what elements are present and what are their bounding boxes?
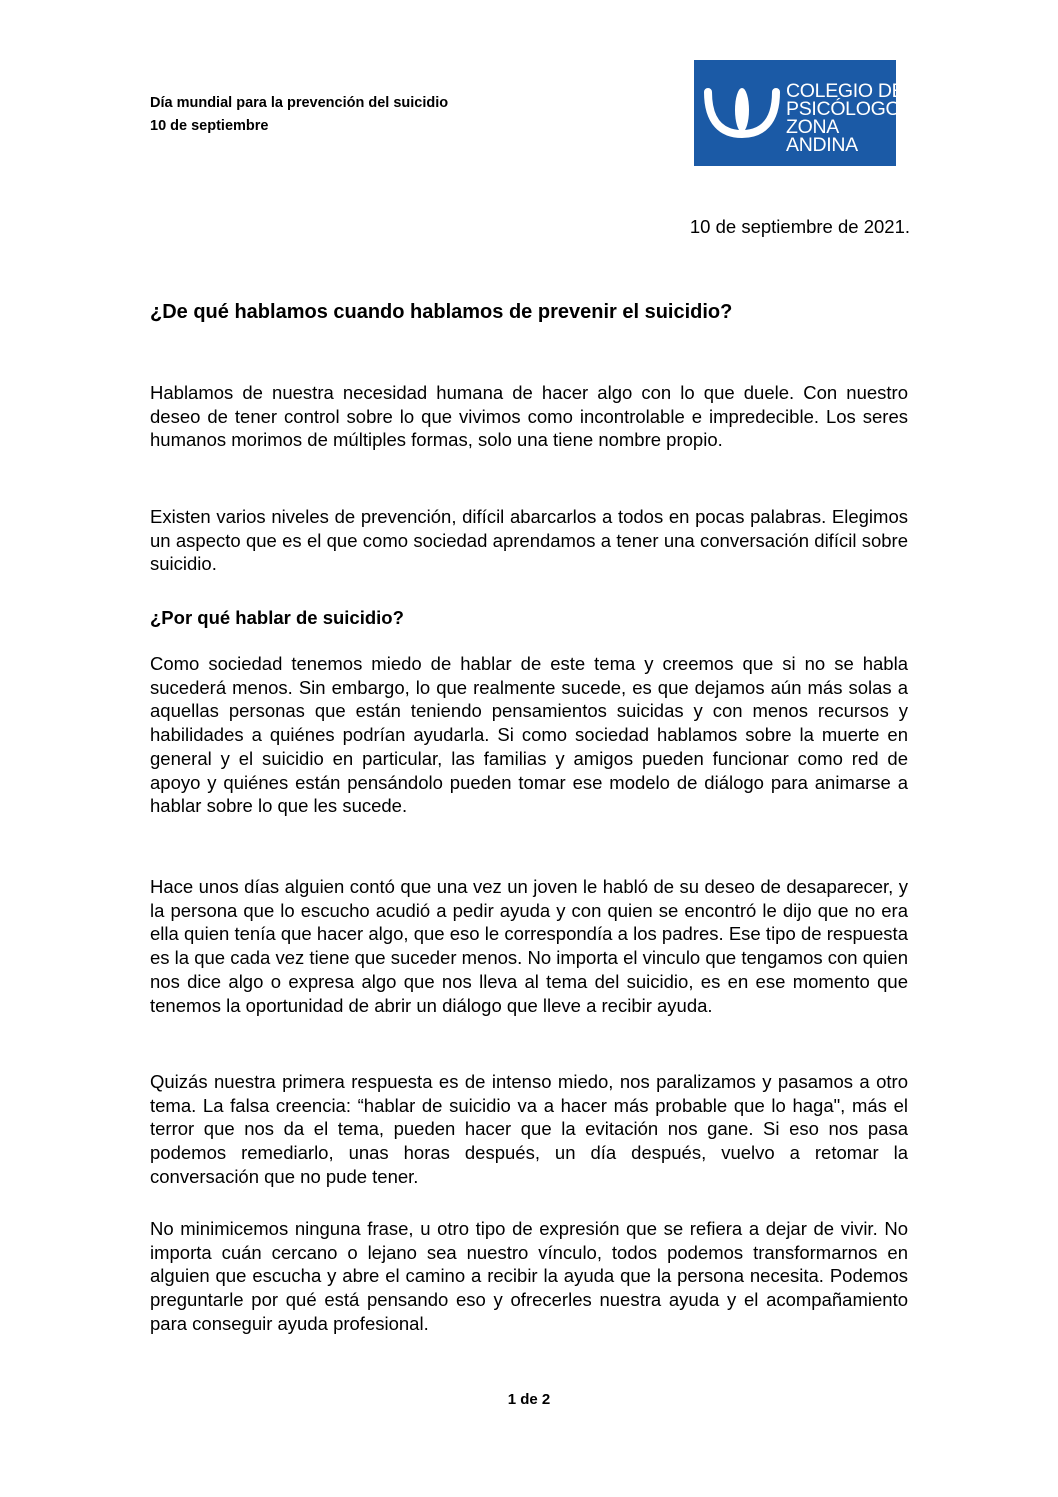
paragraph: Hablamos de nuestra necesidad humana de hacer algo con lo que duele. Con nuestro deseo de tener control sobre lo que vivimos como incontrolable e impredecible. Los seres humanos morimos de múltiples formas, solo una tiene nombre propio. [150, 382, 908, 451]
document-title: ¿De qué hablamos cuando hablamos de prevenir el suicidio? [150, 301, 733, 323]
logo-line: PSICÓLOGOS [786, 98, 914, 120]
logo-line: ZONA ANDINA [786, 116, 858, 156]
paragraph: Quizás nuestra primera respuesta es de intenso miedo, nos paralizamos y pasamos a otro tema. La falsa creencia: “hablar de suicidio va a hacer más probable que lo haga", más el terror que nos da el tema, pueden hacer que la evitación nos gane. Si eso nos pasa podemos remediarlo, unas horas después, un día después, vuelvo a retomar la conversación que no pude tener. [150, 1071, 908, 1187]
page-number: 1 de 2 [507, 1391, 551, 1408]
document-date: 10 de septiembre de 2021. [689, 216, 910, 237]
header-event-name: Día mundial para la prevención del suicidio [150, 95, 449, 111]
section-heading: ¿Por qué hablar de suicidio? [150, 607, 404, 628]
college-logo [694, 60, 914, 166]
header-event-date: 10 de septiembre [150, 118, 269, 134]
paragraph: No minimicemos ninguna frase, u otro tipo de expresión que se refiera a dejar de vivir. No importa cuán cercano o lejano sea nuestro vínculo, todos podemos transformarnos en alguien que escucha y abre el camino a recibir la ayuda que la persona necesita. Podemos preguntarle por qué está pensando eso y ofrecerles nuestra ayuda y el acompañamiento para conseguir ayuda profesional. [150, 1218, 908, 1334]
logo-text [786, 82, 913, 154]
paragraph: Como sociedad tenemos miedo de hablar de este tema y creemos que si no se habla sucederá menos. Sin embargo, lo que realmente sucede, es que dejamos aún más solas a aquellas personas que están teniendo pensamientos suicidas y con menos recursos y habilidades a quiénes podrían ayudarla. Si como sociedad hablamos sobre la muerte en general y el suicidio en particular, las familias y amigos pueden funcionar como red de apoyo y quiénes están pensándolo pueden tomar ese modelo de diálogo para animarse a hablar sobre lo que les sucede. [150, 653, 908, 817]
document-header [150, 92, 448, 138]
paragraph: Existen varios niveles de prevención, difícil abarcarlos a todos en pocas palabras. Elegimos un aspecto que es el que como sociedad aprendamos a tener una conversación difícil sobre suicidio. [150, 506, 908, 575]
psi-icon [704, 82, 780, 146]
paragraph: Hace unos días alguien contó que una vez un joven le habló de su deseo de desaparecer, y la persona que lo escucho acudió a pedir ayuda y con quien se encontró le dijo que no era ella quien tenía que hacer algo, que eso le correspondía a los padres. Ese tipo de respuesta es la que cada vez tiene que suceder menos. No importa el vinculo que tengamos con quien nos dice algo o expresa algo que nos lleva al tema del suicidio, es en ese momento que tenemos la oportunidad de abrir un diálogo que lleve a recibir ayuda. [150, 876, 908, 1016]
logo-line: COLEGIO DE [786, 80, 905, 102]
